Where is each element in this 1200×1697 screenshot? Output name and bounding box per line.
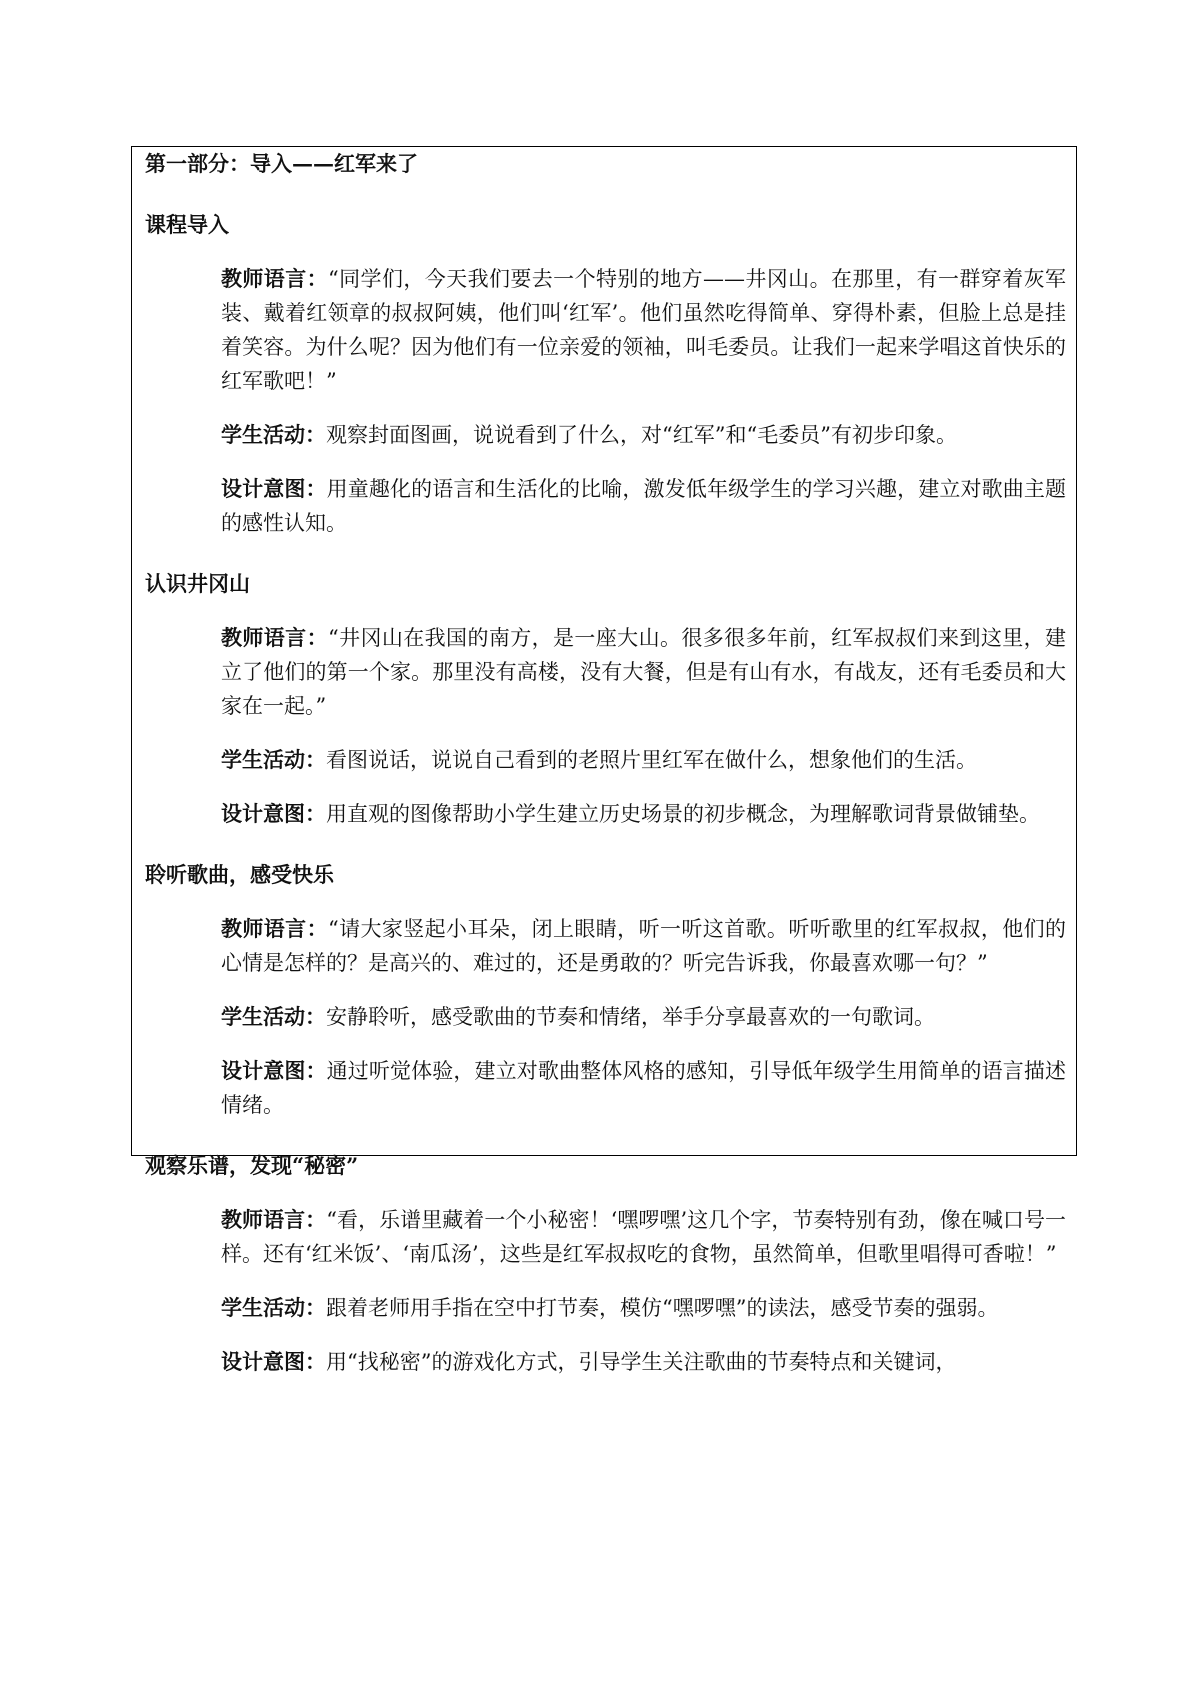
student-activity: [221, 743, 1066, 777]
item-label: 教师语言：: [221, 1207, 327, 1232]
item-text: 通过听觉体验，建立对歌曲整体风格的感知，引导低年级学生用简单的语言描述情绪。: [221, 1059, 1066, 1117]
design-intent: [221, 1054, 1066, 1122]
item-text: 用童趣化的语言和生活化的比喻，激发低年级学生的学习兴趣，建立对歌曲主题的感性认知。: [221, 477, 1066, 535]
item-label: 设计意图：: [221, 476, 327, 501]
section-heading: 认识井冈山: [145, 571, 250, 596]
design-intent: [221, 1345, 1066, 1379]
item-label: 学生活动：: [221, 422, 326, 447]
item-label: 教师语言：: [221, 266, 329, 291]
student-activity: [221, 418, 1066, 452]
item-label: 教师语言：: [221, 916, 328, 941]
item-text: “请大家竖起小耳朵，闭上眼睛，听一听这首歌。听听歌里的红军叔叔，他们的心情是怎样的？是高兴的、难过的，还是勇敢的？听完告诉我，你最喜欢哪一句？”: [221, 917, 1067, 975]
student-activity: [221, 1000, 1066, 1034]
teacher-speech: [221, 912, 1066, 980]
section-heading: 课程导入: [145, 212, 229, 237]
item-label: 学生活动：: [221, 1004, 326, 1029]
teacher-speech: [221, 1203, 1066, 1271]
item-text: 看图说话，说说自己看到的老照片里红军在做什么，想象他们的生活。: [326, 748, 977, 772]
item-text: 安静聆听，感受歌曲的节奏和情绪，举手分享最喜欢的一句歌词。: [326, 1005, 935, 1029]
item-label: 设计意图：: [221, 1349, 326, 1374]
teacher-speech: [221, 262, 1066, 398]
part-title: 第一部分：导入——红军来了: [145, 151, 418, 176]
item-text: “井冈山在我国的南方，是一座大山。很多很多年前，红军叔叔们来到这里，建立了他们的第一个家。那里没有高楼，没有大餐，但是有山有水，有战友，还有毛委员和大家在一起。”: [221, 626, 1067, 718]
item-label: 学生活动：: [221, 1295, 326, 1320]
lesson-plan-table-cell: [131, 146, 1077, 1374]
lesson-content: [145, 147, 1066, 1379]
item-text: “看，乐谱里藏着一个小秘密！‘嘿啰嘿’这几个字，节奏特别有劲，像在喊口号一样。还有‘红米饭’、‘南瓜汤’，这些是红军叔叔吃的食物，虽然简单，但歌里唱得可香啦！”: [221, 1208, 1066, 1266]
item-label: 设计意图：: [221, 801, 326, 826]
student-activity: [221, 1291, 1066, 1325]
design-intent: [221, 797, 1066, 831]
item-label: 教师语言：: [221, 625, 328, 650]
section-heading: 观察乐谱，发现“秘密”: [145, 1153, 359, 1178]
item-label: 设计意图：: [221, 1058, 327, 1083]
item-text: 跟着老师用手指在空中打节奏，模仿“嘿啰嘿”的读法，感受节奏的强弱。: [326, 1296, 999, 1320]
teacher-speech: [221, 621, 1066, 723]
item-label: 学生活动：: [221, 747, 326, 772]
item-text: 观察封面图画，说说看到了什么，对“红军”和“毛委员”有初步印象。: [326, 423, 957, 447]
item-text: “同学们，今天我们要去一个特别的地方——井冈山。在那里，有一群穿着灰军装、戴着红领章的叔叔阿姨，他们叫‘红军’。他们虽然吃得简单、穿得朴素，但脸上总是挂着笑容。为什么呢？因为他们有一位亲爱的领袖，叫毛委员。让我们一起来学唱这首快乐的红军歌吧！”: [221, 267, 1067, 393]
item-text: 用直观的图像帮助小学生建立历史场景的初步概念，为理解歌词背景做铺垫。: [326, 802, 1040, 826]
design-intent: [221, 472, 1066, 540]
section-heading: 聆听歌曲，感受快乐: [145, 862, 334, 887]
item-text: 用“找秘密”的游戏化方式，引导学生关注歌曲的节奏特点和关键词，: [326, 1350, 957, 1374]
